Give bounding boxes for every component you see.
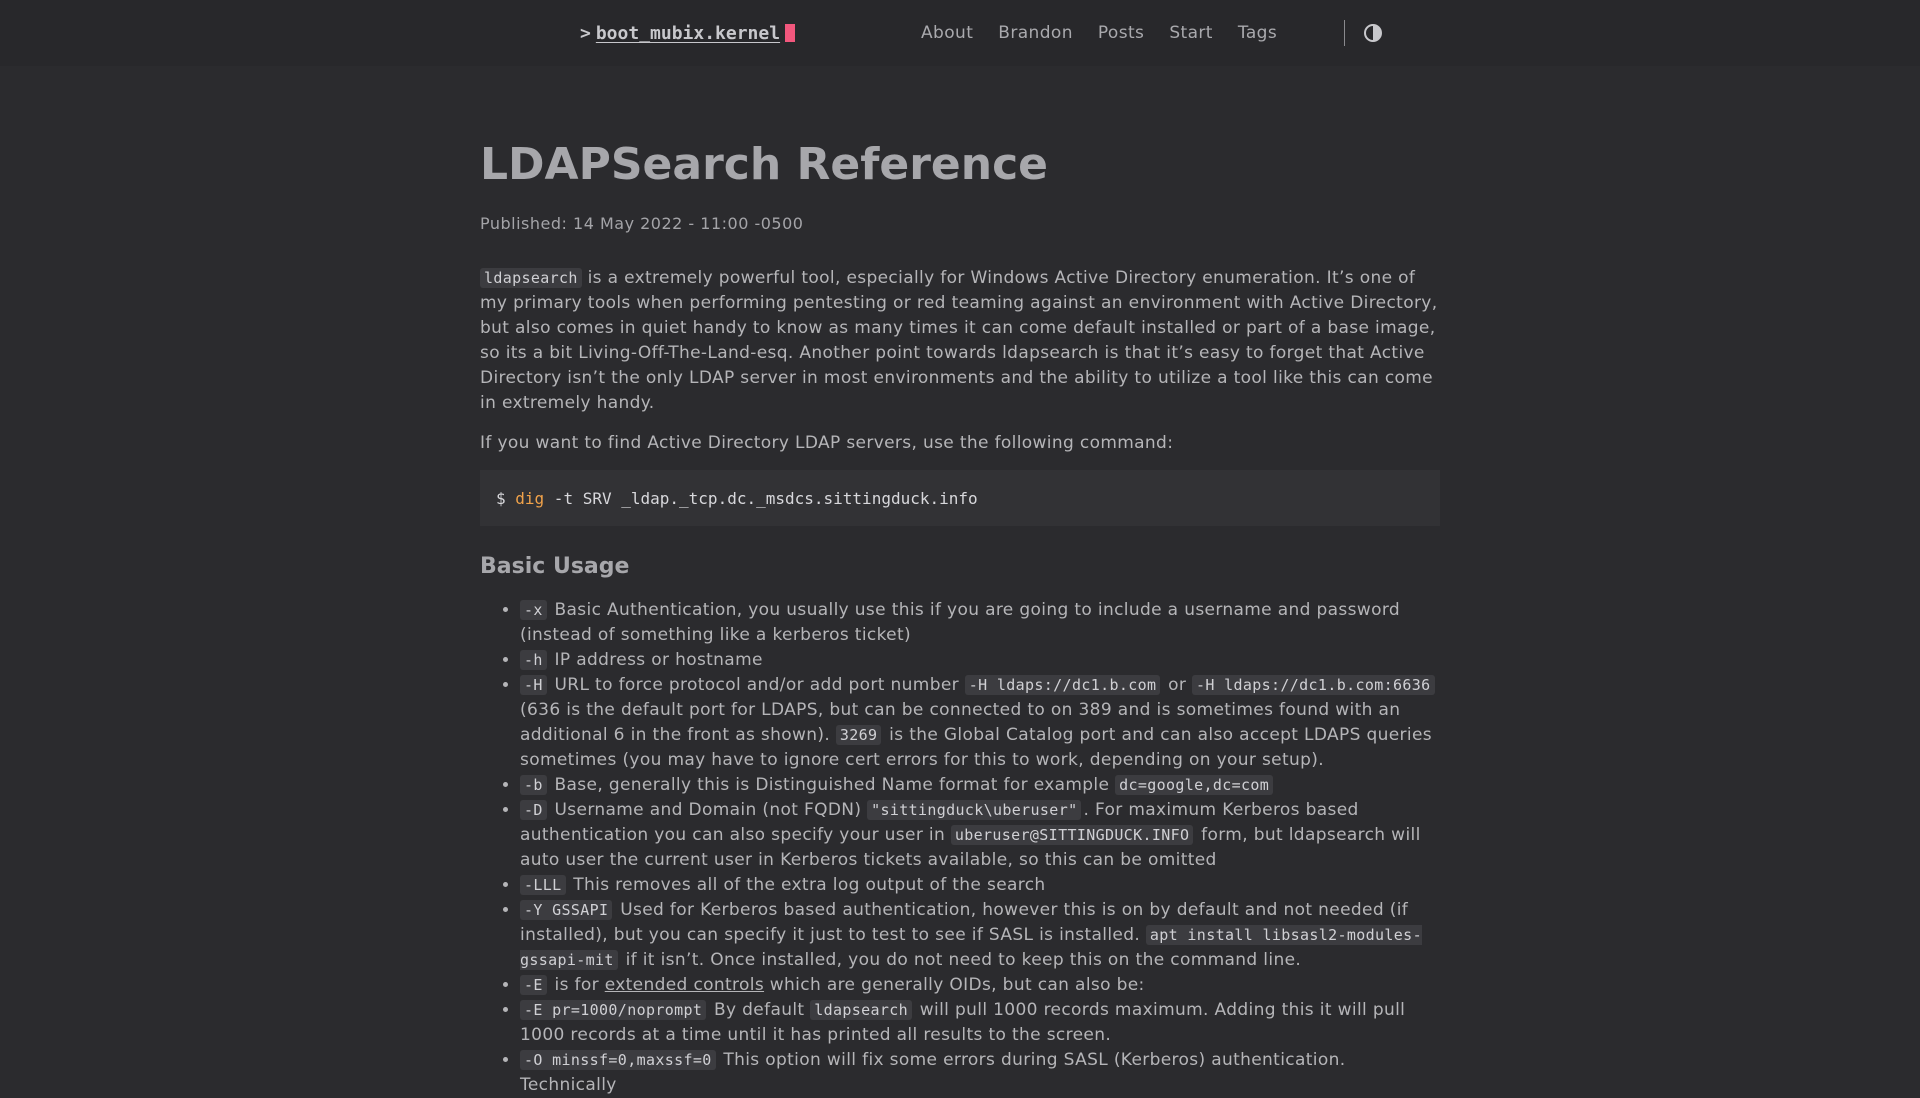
flag-code: -H bbox=[520, 675, 547, 695]
flag-code: -O minssf=0,maxssf=0 bbox=[520, 1050, 716, 1070]
extended-controls-link[interactable]: extended controls bbox=[604, 975, 765, 995]
item-text: By default bbox=[708, 1000, 811, 1020]
nav-link-brandon[interactable]: Brandon bbox=[998, 23, 1073, 43]
intro-paragraph bbox=[480, 266, 1440, 416]
page-title: LDAPSearch Reference bbox=[480, 139, 1049, 190]
inline-code: -H ldaps://dc1.b.com bbox=[965, 675, 1161, 695]
nav-link-posts[interactable]: Posts bbox=[1097, 23, 1145, 43]
flag-code: -E pr=1000/noprompt bbox=[520, 1000, 706, 1020]
logo-text: boot_mubix.kernel bbox=[595, 22, 781, 44]
inline-code: apt install libsasl2-modules-gssapi-mit bbox=[520, 926, 1422, 969]
item-text: is the Global Catalog port and can also accept LDAPS queries sometimes (you may have to ignore cert errors for this to work, depending on your setup). bbox=[520, 725, 1432, 770]
site-header bbox=[0, 0, 1920, 66]
item-text: is for bbox=[548, 975, 605, 995]
item-text: Username and Domain (not FQDN) bbox=[548, 800, 868, 820]
item-text: URL to force protocol and/or add port number bbox=[548, 675, 965, 695]
flag-code: -x bbox=[520, 600, 547, 620]
item-text: . For maximum Kerberos based authentication you can also specify your user in bbox=[520, 800, 1359, 845]
list-item bbox=[520, 898, 1440, 973]
inline-code: uberuser@SITTINGDUCK.INFO bbox=[951, 825, 1194, 845]
item-text: form, but ldapsearch will auto user the current user in Kerberos tickets available, so this can be omitted bbox=[520, 825, 1421, 870]
nav-link-about[interactable]: About bbox=[921, 23, 974, 43]
flag-code: -Y GSSAPI bbox=[520, 900, 612, 920]
list-item bbox=[520, 873, 1440, 898]
item-text: This removes all of the extra log output of the search bbox=[567, 875, 1046, 895]
main-nav bbox=[921, 20, 1383, 46]
flag-code: -D bbox=[520, 800, 547, 820]
flag-code: -E bbox=[520, 975, 547, 995]
list-item bbox=[520, 798, 1440, 873]
item-text: Base, generally this is Distinguished Name format for example bbox=[548, 775, 1116, 795]
find-servers-paragraph: If you want to find Active Directory LDAP servers, use the following command: bbox=[480, 433, 1174, 453]
item-text: which are generally OIDs, but can also be: bbox=[764, 975, 1145, 995]
list-item bbox=[520, 1048, 1440, 1098]
nav-link-start[interactable]: Start bbox=[1169, 23, 1213, 43]
item-text: if it isn’t. Once installed, you do not need to keep this on the command line. bbox=[619, 950, 1302, 970]
contrast-icon bbox=[1363, 23, 1383, 43]
options-list bbox=[480, 598, 1440, 1098]
published-date: Published: 14 May 2022 - 11:00 -0500 bbox=[480, 214, 804, 233]
logo-prompt: > bbox=[580, 22, 591, 44]
intro-text: is a extremely powerful tool, especially for Windows Active Directory enumeration. It’s one of my primary tools when performing pentesting or red teaming against an environment with Active Directory, but also comes in quiet handy to know as many times it can come default installed or part of a base image, so its a bit Living-Off-The-Land-esq. Another point towards ldapsearch is that it’s easy to forget that Active Directory isn’t the only LDAP server in most environments and the ability to utilize a tool like this can come in extremely handy. bbox=[480, 268, 1438, 413]
inline-code: 3269 bbox=[836, 725, 882, 745]
shell-prompt: $ bbox=[496, 488, 516, 508]
section-heading-basic-usage: Basic Usage bbox=[480, 554, 630, 579]
list-item bbox=[520, 648, 1440, 673]
nav-link-tags[interactable]: Tags bbox=[1237, 23, 1278, 43]
item-text: or bbox=[1162, 675, 1192, 695]
item-text: will pull 1000 records maximum. Adding this it will pull 1000 records at a time until it has printed all results to the screen. bbox=[520, 1000, 1406, 1045]
site-logo-link[interactable] bbox=[580, 20, 795, 46]
command-name: dig bbox=[515, 488, 545, 508]
theme-toggle-button[interactable] bbox=[1363, 23, 1383, 43]
code-block[interactable] bbox=[480, 470, 1440, 526]
nav-divider bbox=[1344, 20, 1345, 46]
flag-code: -LLL bbox=[520, 875, 566, 895]
inline-code: ldapsearch bbox=[810, 1000, 912, 1020]
list-item bbox=[520, 598, 1440, 648]
item-text: Used for Kerberos based authentication, however this is on by default and not needed (if installed), but you can specify it just to test to see if SASL is installed. bbox=[520, 900, 1409, 945]
list-item bbox=[520, 973, 1440, 998]
list-item bbox=[520, 773, 1440, 798]
list-item bbox=[520, 998, 1440, 1048]
inline-code: "sittingduck\uberuser" bbox=[867, 800, 1081, 820]
article bbox=[480, 128, 1440, 1098]
item-text: This option will fix some errors during SASL (Kerberos) authentication. Technically bbox=[520, 1050, 1346, 1095]
item-text: IP address or hostname bbox=[548, 650, 763, 670]
inline-code: dc=google,dc=com bbox=[1115, 775, 1273, 795]
list-item bbox=[520, 673, 1440, 773]
terminal-cursor-icon bbox=[785, 24, 795, 42]
item-text: Basic Authentication, you usually use this if you are going to include a username and password (instead of something like a kerberos ticket) bbox=[520, 600, 1401, 645]
flag-code: -b bbox=[520, 775, 547, 795]
flag-code: -h bbox=[520, 650, 547, 670]
inline-code: -H ldaps://dc1.b.com:6636 bbox=[1192, 675, 1435, 695]
command-args: -t SRV _ldap._tcp.dc._msdcs.sittingduck.info bbox=[544, 488, 978, 508]
inline-code: ldapsearch bbox=[480, 268, 582, 288]
item-text: (636 is the default port for LDAPS, but can be connected to on 389 and is sometimes found with an additional 6 in the front as shown). bbox=[520, 700, 1401, 745]
